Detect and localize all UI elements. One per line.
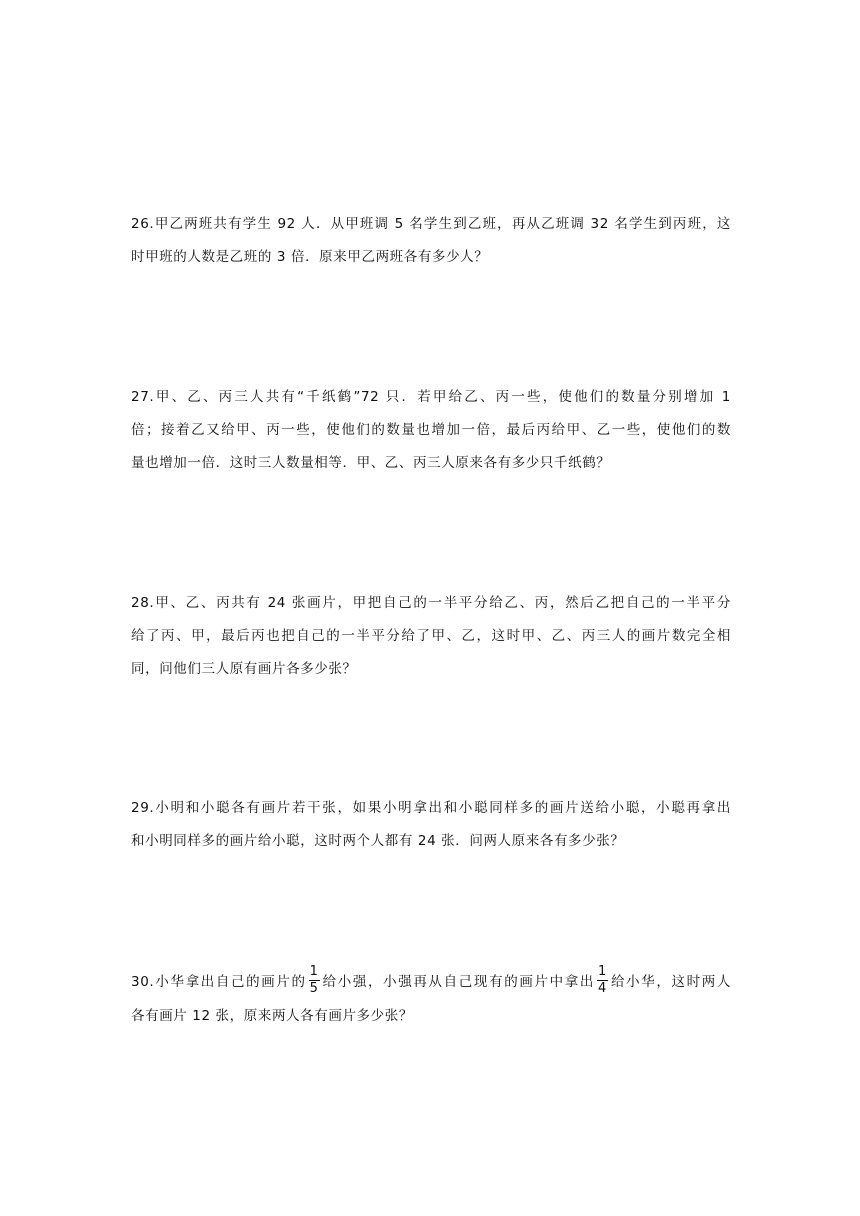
problem-26-text-1: 甲乙两班共有学生 92 人．从甲班调 5 名学生到乙班，再从乙班调 32 名学生到丙班，这 (154, 216, 731, 232)
problem-30-line-1 (131, 962, 731, 1002)
problem-27-line-1 (131, 381, 731, 414)
problem-28-text-1: 甲、乙、丙共有 24 张画片，甲把自己的一半平分给乙、丙，然后乙把自己的一半平分 (154, 595, 731, 611)
problem-28-line-3: 同，问他们三人原有画片各多少张？ (131, 661, 357, 677)
problem-30-line-2: 各有画片 12 张，原来两人各有画片多少张？ (131, 1008, 413, 1024)
problem-29-line-2: 和小明同样多的画片给小聪，这时两个人都有 24 张．问两人原来各有多少张？ (131, 833, 625, 849)
fraction-one-fifth (309, 965, 320, 996)
problem-30-text-c: 给小华，这时两人 (609, 974, 731, 990)
problem-29-number: 29. (131, 800, 155, 816)
problem-27-line-3: 量也增加一倍．这时三人数量相等．甲、乙、丙三人原来各有多少只千纸鹤？ (131, 455, 611, 471)
problem-30 (131, 962, 731, 1030)
problem-26 (131, 208, 731, 274)
problem-29 (131, 792, 731, 858)
fraction-one-fourth (597, 965, 608, 996)
problem-26-line-1 (131, 208, 731, 241)
fraction-numerator: 1 (309, 963, 319, 979)
problem-30-text-b: 给小强，小强再从自己现有的画片中拿出 (321, 974, 596, 990)
problem-28 (131, 587, 731, 686)
fraction-denominator: 5 (309, 980, 319, 996)
problem-28-number: 28. (131, 595, 155, 611)
fraction-denominator: 4 (598, 980, 607, 996)
problem-28-line-1 (131, 587, 731, 620)
problem-30-text-a: 小华拿出自己的画片的 (154, 974, 307, 990)
problem-29-line-1 (131, 792, 731, 825)
problem-27-line-2: 倍；接着乙又给甲、丙一些，使他们的数量也增加一倍，最后丙给甲、乙一些，使他们的数 (131, 422, 731, 438)
problem-28-line-2: 给了丙、甲，最后丙也把自己的一半平分给了甲、乙，这时甲、乙、丙三人的画片数完全相 (131, 628, 731, 644)
problem-27-number: 27. (131, 389, 155, 405)
problem-30-number: 30. (131, 974, 155, 990)
problem-26-line-2: 时甲班的人数是乙班的 3 倍．原来甲乙两班各有多少人？ (131, 249, 489, 265)
problem-27 (131, 381, 731, 480)
problem-26-number: 26. (131, 216, 155, 232)
fraction-numerator: 1 (598, 963, 607, 979)
problem-27-text-1: 甲、乙、丙三人共有“千纸鹤”72 只．若甲给乙、丙一些，使他们的数量分别增加 1 (154, 389, 731, 405)
problem-29-text-1: 小明和小聪各有画片若干张，如果小明拿出和小聪同样多的画片送给小聪，小聪再拿出 (154, 800, 731, 816)
